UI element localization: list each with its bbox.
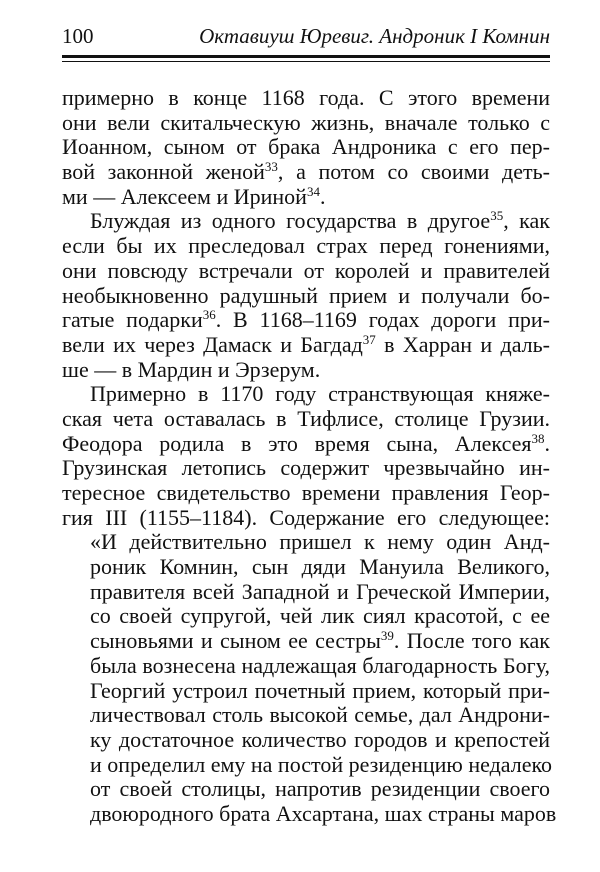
text-line [62,382,550,407]
text-segment: если бы их преследовал страх перед гонениями, [62,233,550,259]
text-segment: Примерно в 1170 году странствующая княже- [90,381,550,407]
header-rule-thick [62,55,550,58]
text-line [62,530,550,555]
text-segment: Феодора родила в это время сына, Алексея [62,430,532,456]
text-line [62,432,550,457]
page-header [62,22,550,50]
text-segment: . В 1168–1169 годах дороги при- [215,307,550,333]
footnote-ref[interactable]: 35 [490,208,504,224]
text-segment: , а потом со своими деть- [277,159,550,185]
text-segment: примерно в конце 1168 года. С этого времени [62,85,550,110]
body-text [62,85,557,827]
text-line [62,679,550,704]
text-segment: . После того как [393,628,550,654]
text-segment: была вознесена надлежащая благодарность Богу, [90,652,550,678]
text-segment: ская чета оставалась в Тифлисе, столице Грузии. [62,405,550,431]
text-line [62,728,550,753]
text-line [62,555,550,580]
footnote-ref[interactable]: 34 [306,183,320,199]
text-segment: и определил ему на постой резиденцию недалеко [90,751,553,777]
text-line [62,703,550,728]
text-line [62,160,550,185]
paragraph [62,529,557,826]
footnote-ref[interactable]: 36 [202,307,216,323]
page-number: 100 [62,24,94,48]
text-line [62,86,550,111]
text-segment: они повсюду встречали от королей и правителей [62,257,550,283]
text-segment: правителя всей Западной и Греческой Империи, [90,578,550,604]
text-segment: от своей столицы, напротив резиденции своего [90,776,550,802]
text-segment: , как [503,208,550,234]
text-segment: гия III (1155–1184). Содержание его следующее: [62,504,550,530]
text-line [62,800,557,827]
text-segment: они вели скитальческую жизнь, вначале только с [62,109,550,135]
text-line [62,751,553,778]
text-line [62,308,550,333]
text-segment: вой законной женой [62,159,265,185]
text-line [62,481,550,506]
text-segment: ку достаточное количество городов и крепостей [90,726,550,752]
text-segment: ше — в Мардин и Эрзерум. [62,356,321,382]
text-segment: тересное свидетельство времени правления Геор- [62,480,550,505]
paragraph [62,86,550,209]
text-segment: необыкновенно радушный прием и получали бо- [62,282,550,308]
text-segment: Блуждая из одного государства в другое [90,208,491,234]
text-segment: двоюродного брата Ахсартана, шах страны маров [90,800,557,826]
text-line [62,506,550,531]
text-line [62,407,550,432]
footnote-ref[interactable]: 37 [362,331,376,347]
footnote-ref[interactable]: 39 [380,628,394,644]
text-segment: сыновьями и сыном ее сестры [90,628,381,654]
text-line [62,456,550,481]
text-segment: Грузинская летопись содержит чрезвычайно ин- [62,455,550,481]
text-line [62,111,550,136]
running-title: Октавиуш Юревиг. Андроник I Комнин [199,24,550,48]
paragraph [62,382,550,530]
text-segment: . [544,430,550,456]
text-segment: Георгий устроил почетный прием, который при- [90,677,550,703]
footnote-ref[interactable]: 38 [531,430,545,446]
text-segment: вели их через Дамаск и Багдад [62,331,363,357]
text-line [62,777,550,802]
text-line [62,580,550,605]
text-segment: роник Комнин, сын дяди Мануила Великого, [90,554,550,580]
text-line [62,185,550,210]
text-line [62,604,550,629]
text-segment: ми — Алексеем и Ириной [62,183,307,209]
text-segment: «И действительно пришел к нему один Анд- [90,529,550,555]
text-line [62,333,550,358]
paragraph [62,209,550,382]
text-segment: в Харран и даль- [375,331,550,357]
text-segment: гатые подарки [62,307,203,333]
text-line [62,358,550,383]
text-line [62,654,550,679]
text-segment: Иоанном, сыном от брака Андроника с его пер- [62,134,550,160]
header-rule-thin [62,61,550,62]
text-line [62,209,550,234]
text-line [62,234,550,259]
text-segment: . [319,183,326,209]
footnote-ref[interactable]: 33 [264,159,278,175]
text-line [62,629,550,654]
text-line [62,259,550,284]
text-line [62,135,550,160]
text-segment: со своей супругой, чей лик сиял красотой, с ее [90,603,550,629]
text-line [62,284,550,309]
text-segment: личествовал столь высокой семье, дал Андрони- [90,702,550,728]
